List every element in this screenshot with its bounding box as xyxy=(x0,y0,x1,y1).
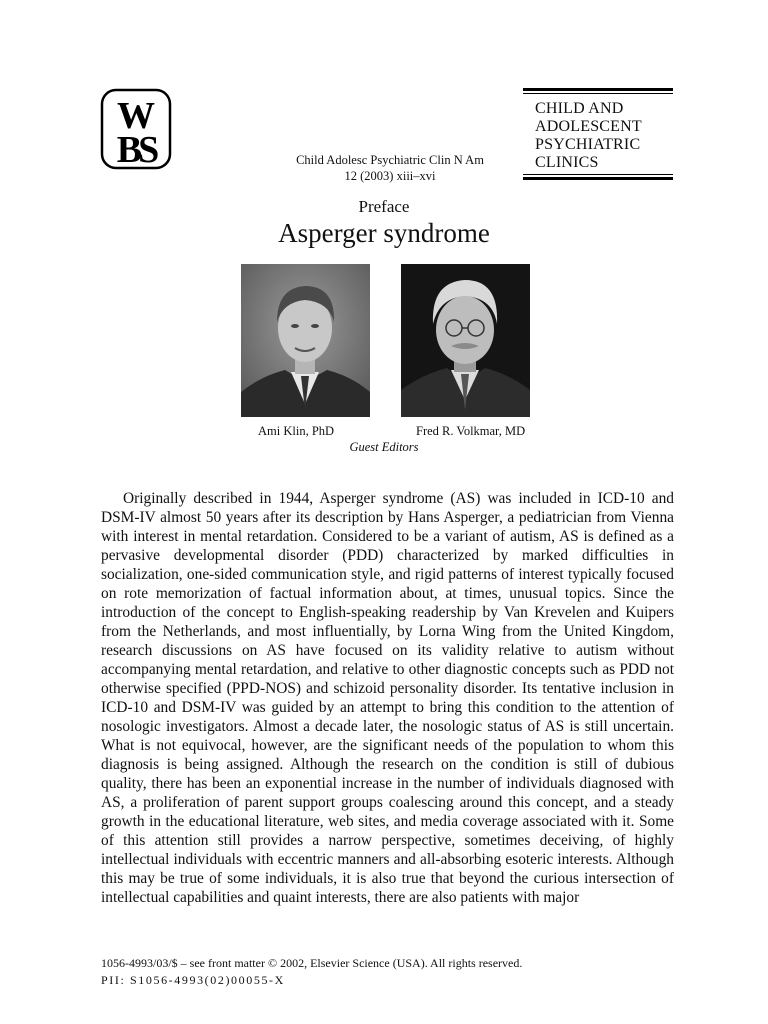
editor-name: Ami Klin, PhD xyxy=(258,424,335,438)
editors-role: Guest Editors xyxy=(349,440,419,454)
svg-text:BS: BS xyxy=(116,129,156,170)
article-title: Asperger syndrome xyxy=(278,218,490,248)
section-label: Preface xyxy=(358,197,410,216)
journal-name-line: CLINICS xyxy=(535,154,599,171)
copyright-notice: 1056-4993/03/$ – see front matter © 2002, Elsevier Science (USA). All rights reserved. xyxy=(101,956,523,970)
pii-identifier: PII: S1056-4993(02)00055-X xyxy=(101,973,285,987)
editor-photo-volkmar xyxy=(401,264,530,417)
wbs-logo-icon xyxy=(100,88,172,170)
publisher-logo xyxy=(100,88,172,170)
journal-name-box xyxy=(523,88,673,180)
journal-name-line: CHILD AND xyxy=(535,100,624,117)
journal-name-line: PSYCHIATRIC xyxy=(535,136,641,153)
body-paragraph: Originally described in 1944, Asperger syndrome (AS) was included in ICD-10 and DSM-IV almost 50 years after its description by Hans Asperger, a pediatrician from Vienna with interest in mental retardation. Considered to be a variant of autism, AS is defined as a pervasive developmental disorder (PDD) characterized by marked difficulties in socialization, one-sided communication style, and rigid patterns of interest typically focused on rote memorization of factual information about, at times, unusual topics. Since the introduction of the concept to English-speaking readership by Van Krevelen and Kuipers from the Netherlands, and most influentially, by Lorna Wing from the United Kingdom, research discussions on AS have focused on its validity relative to autism without accompanying mental retardation, and relative to other diagnostic concepts such as PDD not otherwise specified (PPD-NOS) and schizoid personality disorder. Its tentative inclusion in ICD-10 and DSM-IV was guided by an attempt to bring this condition to the attention of nosologic investigators. Almost a decade later, the nosologic status of AS is still uncertain. What is not equivocal, however, are the significant needs of the population to whom this diagnosis is being assigned. Although the research on the condition is still of dubious quality, there has been an exponential increase in the number of individuals diagnosed with AS, a proliferation of parent support groups coalescing around this concept, and a steady growth in the educational literature, web sites, and media coverage associated with it. Some of this attention still provides a narrow perspective, sometimes deceiving, of highly intellectual individuals with eccentric manners and all-absorbing esoteric interests. Although this may be true of some individuals, it is also true that beyond the curious intersection of intellectual capabilities and quaint interests, there are also patients with major xyxy=(101,490,674,906)
portrait-photo-icon xyxy=(241,264,370,417)
portrait-photo-icon xyxy=(401,264,530,417)
editor-name: Fred R. Volkmar, MD xyxy=(416,424,526,438)
citation-line-1: Child Adolesc Psychiatric Clin N Am xyxy=(296,153,484,167)
journal-name-line: ADOLESCENT xyxy=(535,118,642,135)
page-footer xyxy=(101,955,522,989)
citation-line-2: 12 (2003) xiii–xvi xyxy=(344,169,436,183)
svg-text:W: W xyxy=(117,95,155,137)
editor-photo-klin xyxy=(241,264,370,417)
journal-citation xyxy=(270,152,510,184)
